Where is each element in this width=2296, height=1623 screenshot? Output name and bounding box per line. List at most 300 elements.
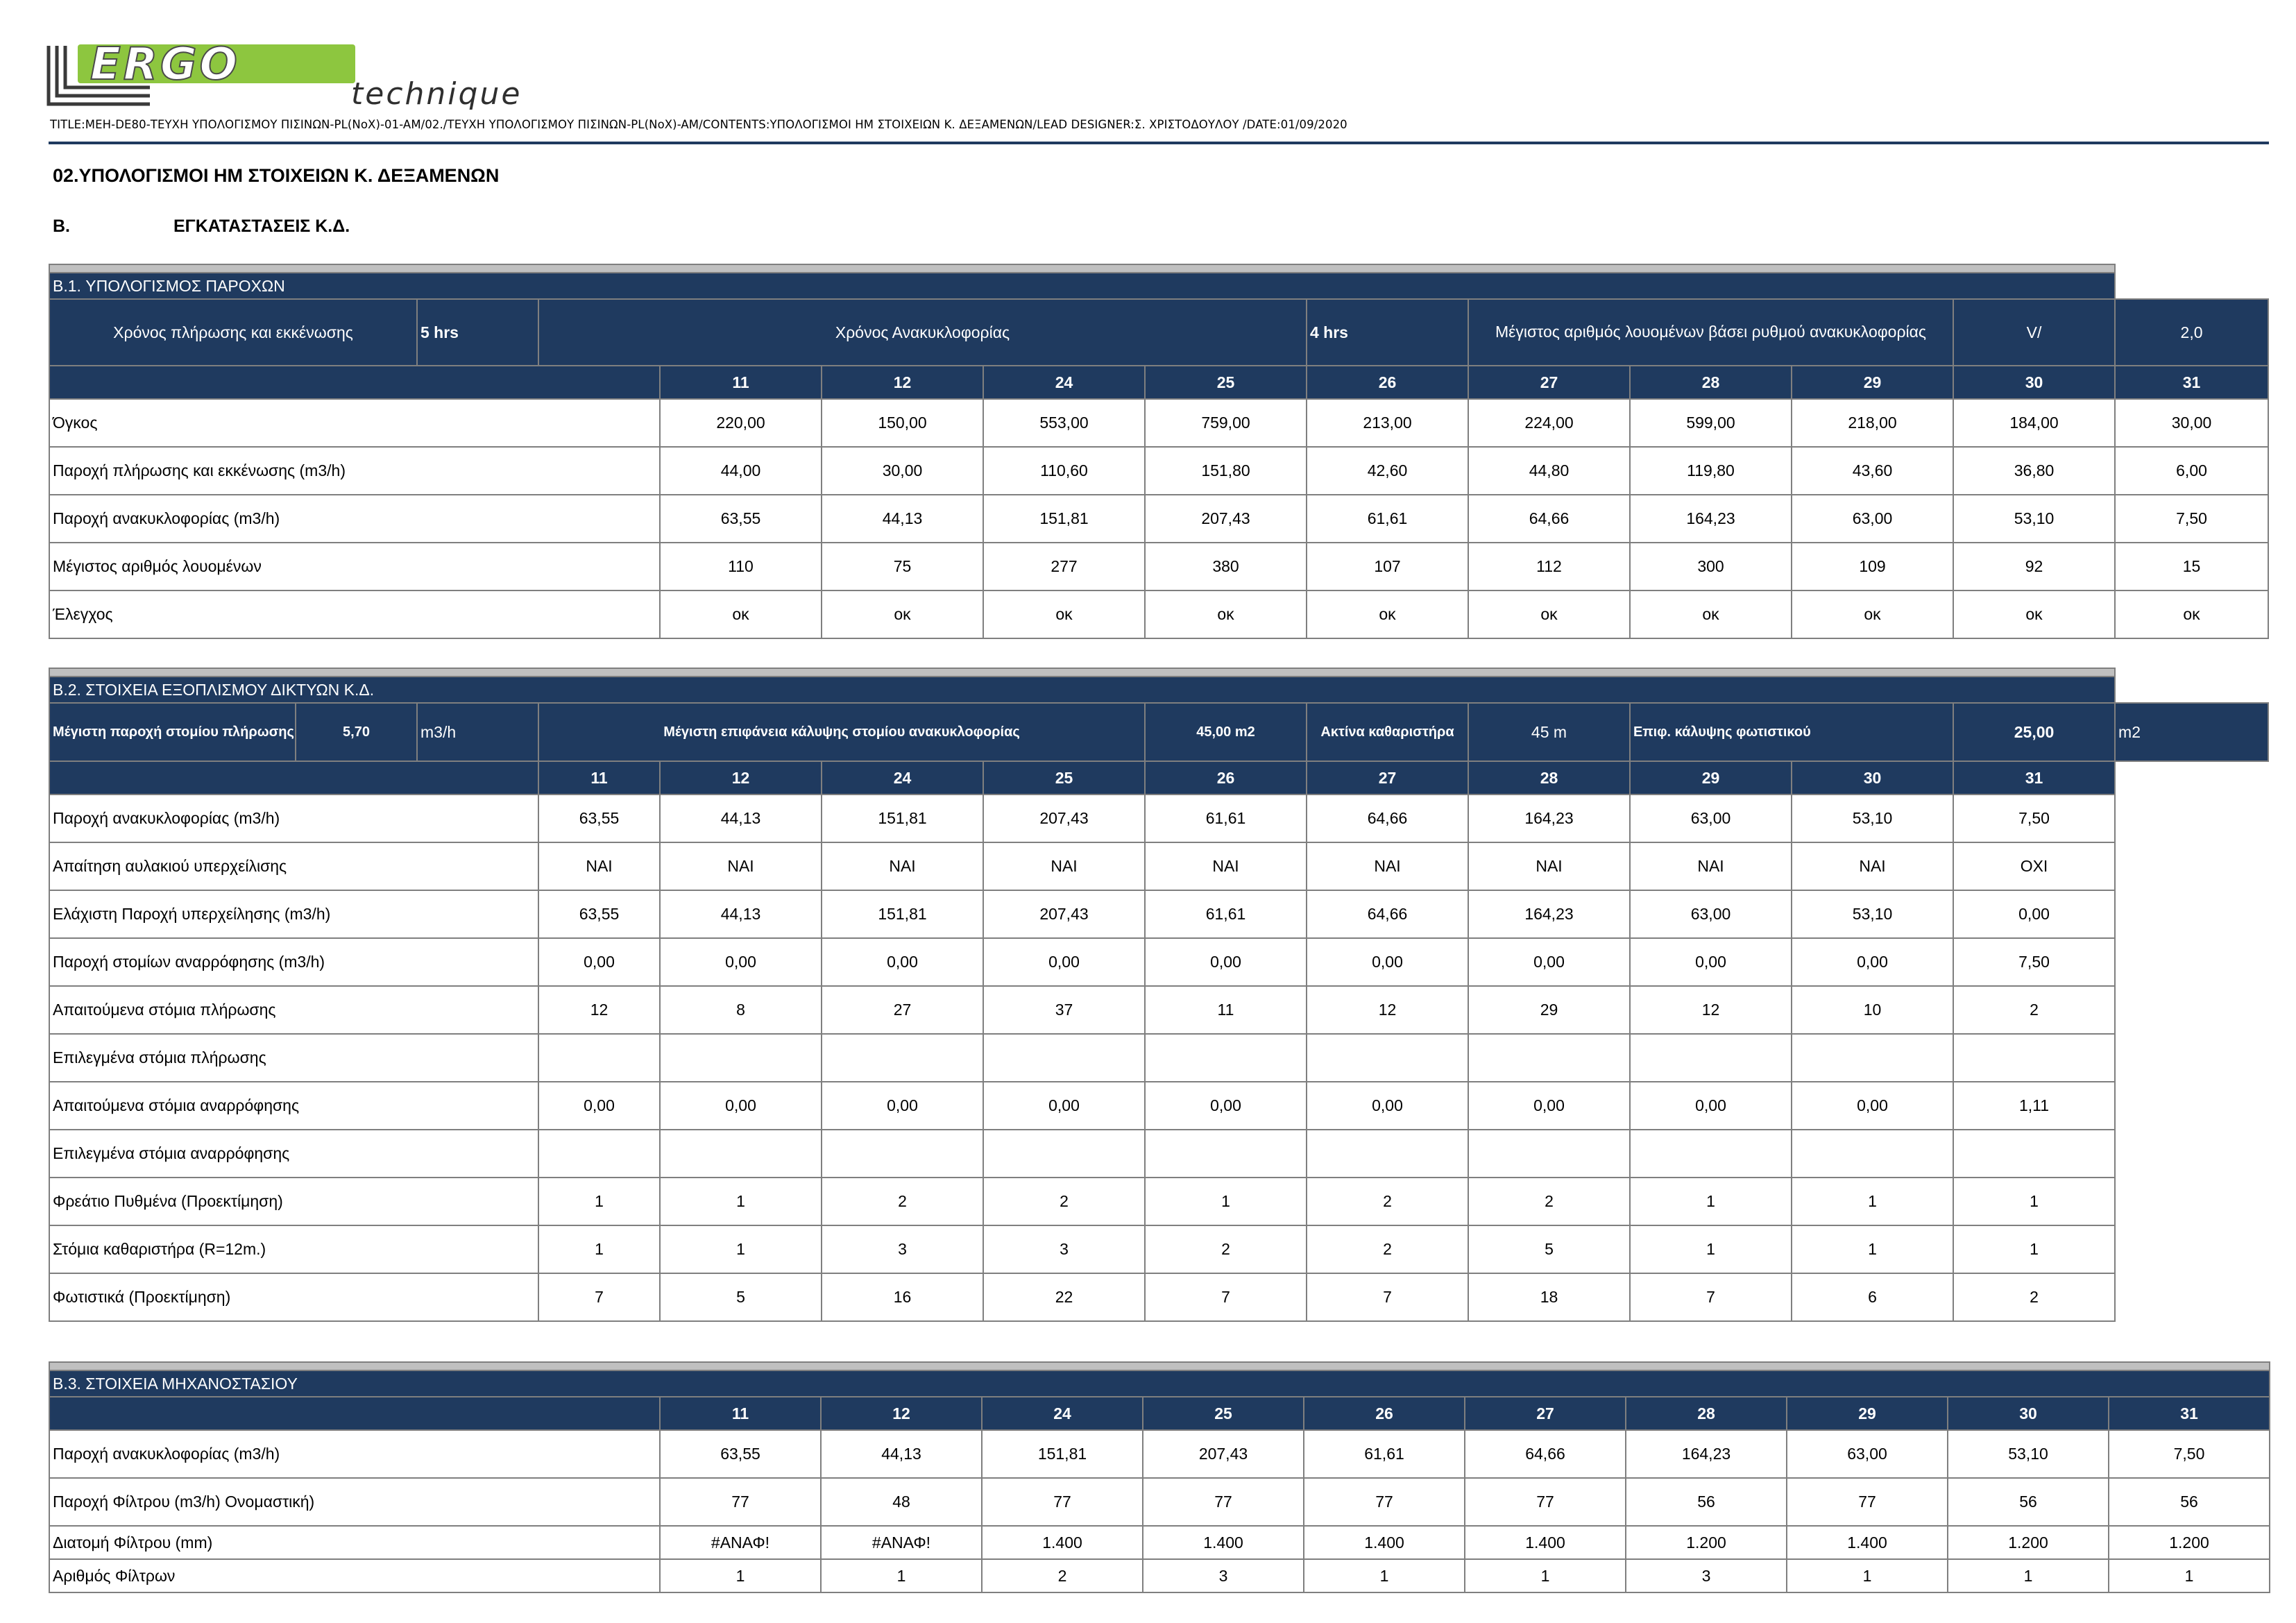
cleaner-radius-label: Ακτίνα καθαριστήρα [1307, 703, 1468, 761]
light-coverage-value: 25,00 [1953, 703, 2115, 761]
table-cell: 207,43 [1143, 1430, 1304, 1478]
table-cell: 75 [822, 543, 983, 590]
table-cell: 30,00 [822, 447, 983, 495]
column-header-tank: 26 [1145, 761, 1307, 794]
table-cell: 61,61 [1304, 1430, 1465, 1478]
light-coverage-unit: m2 [2115, 703, 2268, 761]
table-cell: 77 [1143, 1478, 1304, 1526]
document-meta: TITLE:MEH-DE80-ΤΕΥΧΗ ΥΠΟΛΟΓΙΣΜΟΥ ΠΙΣΙΝΩΝ-PL(NoX)-01-AM/02./ΤΕΥΧΗ ΥΠΟΛΟΓΙΣΜΟΥ ΠΙΣΙΝΩΝ-PL(NoX)-AM/CONTENTS:ΥΠΟΛΟΓΙΣΜΟΙ ΗΜ ΣΤΟΙΧΕΙΩΝ Κ. ΔΕΞΑΜΕΝΩΝ/LEAD DESIGNER:Σ. ΧΡΙΣΤΟΔΟΥΛΟΥ /DATE:01/09/2020 [50, 118, 1347, 131]
table-cell: 30,00 [2115, 399, 2268, 447]
column-header-tank: 29 [1787, 1397, 1948, 1430]
header-divider [49, 142, 2269, 144]
table-cell [660, 1034, 822, 1082]
table-cell: 56 [2109, 1478, 2270, 1526]
table-cell: 64,66 [1307, 890, 1468, 938]
row-label: Όγκος [49, 399, 660, 447]
document-title: 02.ΥΠΟΛΟΓΙΣΜΟΙ ΗΜ ΣΤΟΙΧΕΙΩΝ Κ. ΔΕΞΑΜΕΝΩΝ [53, 165, 500, 186]
table-cell: 18 [1468, 1273, 1630, 1321]
table-cell: 44,13 [821, 1430, 982, 1478]
table-band [49, 1362, 2270, 1370]
table-cell: 64,66 [1465, 1430, 1626, 1478]
v-ratio-value: 2,0 [2115, 299, 2268, 366]
table-cell: 207,43 [1145, 495, 1307, 543]
table-row [49, 1273, 2268, 1321]
table-row [49, 1225, 2268, 1273]
table-cell: 63,00 [1630, 794, 1792, 842]
table-cell [538, 1130, 660, 1178]
row-label: Παροχή ανακυκλοφορίας (m3/h) [49, 1430, 660, 1478]
table-cell: 7 [1145, 1273, 1307, 1321]
table-row [49, 1559, 2270, 1592]
row-label: Απαίτηση αυλακιού υπερχείλισης [49, 842, 538, 890]
table-cell: 2 [983, 1178, 1145, 1225]
table-cell: 0,00 [983, 1082, 1145, 1130]
table-cell: 164,23 [1468, 890, 1630, 938]
table-cell: 0,00 [1145, 938, 1307, 986]
row-label: Φρεάτιο Πυθμένα (Προεκτίμηση) [49, 1178, 538, 1225]
table-cell: 61,61 [1145, 890, 1307, 938]
max-coverage-value: 45,00 m2 [1145, 703, 1307, 761]
table-cell: 759,00 [1145, 399, 1307, 447]
row-label: Παροχή στομίων αναρρόφησης (m3/h) [49, 938, 538, 986]
table-cell: 92 [1953, 543, 2115, 590]
table-cell [1630, 1130, 1792, 1178]
table-row [49, 1478, 2270, 1526]
table-cell: ΝΑΙ [1468, 842, 1630, 890]
table-cell: 2 [822, 1178, 983, 1225]
table-band [49, 668, 2115, 677]
table-cell: 1 [2109, 1559, 2270, 1592]
table-cell: 0,00 [1145, 1082, 1307, 1130]
table-cell: 207,43 [983, 794, 1145, 842]
table-cell: 2 [1468, 1178, 1630, 1225]
table-cell: 8 [660, 986, 822, 1034]
table-cell: 119,80 [1630, 447, 1792, 495]
table-cell: 3 [822, 1225, 983, 1273]
table-cell: 1 [1465, 1559, 1626, 1592]
table-cell [1953, 1130, 2115, 1178]
table-cell: 77 [1304, 1478, 1465, 1526]
row-label: Παροχή πλήρωσης και εκκένωσης (m3/h) [49, 447, 660, 495]
table-cell: ΝΑΙ [983, 842, 1145, 890]
table-cell: 0,00 [538, 1082, 660, 1130]
column-header-tank: 25 [983, 761, 1145, 794]
table-cell [1630, 1034, 1792, 1082]
table-cell: ΝΑΙ [1792, 842, 1953, 890]
table-row [49, 590, 2268, 638]
table-cell: 7 [1307, 1273, 1468, 1321]
table-cell [1468, 1130, 1630, 1178]
table-cell: 380 [1145, 543, 1307, 590]
recirculation-time-value: 4 hrs [1307, 299, 1468, 366]
column-header-tank: 11 [538, 761, 660, 794]
fill-time-value: 5 hrs [417, 299, 538, 366]
table-cell: 63,55 [660, 1430, 821, 1478]
table-cell [822, 1130, 983, 1178]
table-row [49, 1430, 2270, 1478]
column-header-tank: 31 [2109, 1397, 2270, 1430]
table-cell: 2 [1953, 1273, 2115, 1321]
table-row [49, 890, 2268, 938]
table-cell: 1 [1792, 1178, 1953, 1225]
table-cell: #ΑΝΑΦ! [660, 1526, 821, 1559]
table-cell: 599,00 [1630, 399, 1792, 447]
table-cell: 1 [1630, 1178, 1792, 1225]
table-cell [1792, 1130, 1953, 1178]
table-cell: 6 [1792, 1273, 1953, 1321]
table-cell: 164,23 [1626, 1430, 1787, 1478]
table-cell: 213,00 [1307, 399, 1468, 447]
table-cell: 1 [1953, 1225, 2115, 1273]
table-cell: 0,00 [1953, 890, 2115, 938]
table-cell: οκ [822, 590, 983, 638]
table-cell: 12 [1630, 986, 1792, 1034]
row-label: Απαιτούμενα στόμια πλήρωσης [49, 986, 538, 1034]
table-cell: 0,00 [1792, 938, 1953, 986]
table-cell [822, 1034, 983, 1082]
column-header-tank: 25 [1145, 366, 1307, 399]
table-cell: οκ [983, 590, 1145, 638]
column-header-blank [49, 1397, 660, 1430]
table-cell: οκ [1468, 590, 1630, 638]
table-cell: 0,00 [822, 1082, 983, 1130]
table-cell: 0,00 [1307, 1082, 1468, 1130]
table-cell [538, 1034, 660, 1082]
column-header-tank: 28 [1630, 366, 1792, 399]
table-cell: 2 [1953, 986, 2115, 1034]
section-b2-title: B.2. ΣΤΟΙΧΕΙΑ ΕΞΟΠΛΙΣΜΟΥ ΔΙΚΤΥΩΝ Κ.Δ. [49, 677, 2115, 703]
table-cell: 36,80 [1953, 447, 2115, 495]
table-row [49, 794, 2268, 842]
table-cell [1468, 1034, 1630, 1082]
table-cell: οκ [660, 590, 822, 638]
table-cell: 16 [822, 1273, 983, 1321]
section-title: ΕΓΚΑΤΑΣΤΑΣΕΙΣ Κ.Δ. [173, 216, 350, 236]
table-cell: 112 [1468, 543, 1630, 590]
table-row [49, 543, 2268, 590]
max-bathers-label: Μέγιστος αριθμός λουομένων βάσει ρυθμού ανακυκλοφορίας [1468, 299, 1953, 366]
table-cell: 64,66 [1468, 495, 1630, 543]
column-header-tank: 27 [1465, 1397, 1626, 1430]
table-cell: 6,00 [2115, 447, 2268, 495]
table-cell: 7 [538, 1273, 660, 1321]
table-row [49, 1082, 2268, 1130]
table-cell: 53,10 [1792, 794, 1953, 842]
table-cell: 48 [821, 1478, 982, 1526]
table-cell: 2 [1145, 1225, 1307, 1273]
table-cell: 1 [821, 1559, 982, 1592]
table-cell: 42,60 [1307, 447, 1468, 495]
table-cell: 3 [1626, 1559, 1787, 1592]
table-row [49, 1526, 2270, 1559]
table-cell: 1.400 [1787, 1526, 1948, 1559]
table-cell: 7,50 [2115, 495, 2268, 543]
table-cell: 110 [660, 543, 822, 590]
table-cell: 151,80 [1145, 447, 1307, 495]
table-cell: 1.200 [1626, 1526, 1787, 1559]
table-cell: 1,11 [1953, 1082, 2115, 1130]
column-header-tank: 31 [1953, 761, 2115, 794]
table-cell: 53,10 [1953, 495, 2115, 543]
column-header-tank: 11 [660, 366, 822, 399]
table-cell: 0,00 [538, 938, 660, 986]
table-cell: 218,00 [1792, 399, 1953, 447]
table-cell: 2 [1307, 1225, 1468, 1273]
row-label: Μέγιστος αριθμός λουομένων [49, 543, 660, 590]
table-cell: 29 [1468, 986, 1630, 1034]
table-cell: οκ [1630, 590, 1792, 638]
table-cell [1307, 1034, 1468, 1082]
table-cell: 77 [1465, 1478, 1626, 1526]
table-cell: ΝΑΙ [1145, 842, 1307, 890]
column-header-tank: 31 [2115, 366, 2268, 399]
table-cell: 61,61 [1145, 794, 1307, 842]
table-cell: 150,00 [822, 399, 983, 447]
column-header-tank: 24 [822, 761, 983, 794]
cleaner-radius-value: 45 m [1468, 703, 1630, 761]
column-header-tank: 30 [1792, 761, 1953, 794]
row-label: Φωτιστικά (Προεκτίμηση) [49, 1273, 538, 1321]
column-header-tank: 27 [1307, 761, 1468, 794]
row-label: Επιλεγμένα στόμια αναρρόφησης [49, 1130, 538, 1178]
column-header-tank: 24 [983, 366, 1145, 399]
table-cell: 1.200 [2109, 1526, 2270, 1559]
logo-main-text: ERGO [90, 40, 240, 90]
table-cell: 63,55 [660, 495, 822, 543]
table-cell: 27 [822, 986, 983, 1034]
table-cell: 12 [538, 986, 660, 1034]
table-cell: 63,00 [1630, 890, 1792, 938]
table-cell [983, 1034, 1145, 1082]
table-cell: 15 [2115, 543, 2268, 590]
table-cell: 1 [538, 1178, 660, 1225]
table-cell: 553,00 [983, 399, 1145, 447]
table-cell: οκ [1307, 590, 1468, 638]
table-cell: οκ [1792, 590, 1953, 638]
section-b1-title: B.1. ΥΠΟΛΟΓΙΣΜΟΣ ΠΑΡΟΧΩΝ [49, 273, 2115, 299]
table-cell: 207,43 [983, 890, 1145, 938]
column-header-tank: 30 [1953, 366, 2115, 399]
table-cell: ΟΧΙ [1953, 842, 2115, 890]
table-cell: 1 [1948, 1559, 2109, 1592]
table-cell: ΝΑΙ [660, 842, 822, 890]
table-cell: 22 [983, 1273, 1145, 1321]
table-cell: 44,13 [660, 794, 822, 842]
table-cell: 64,66 [1307, 794, 1468, 842]
table-cell: 63,00 [1792, 495, 1953, 543]
table-cell: 3 [983, 1225, 1145, 1273]
table-cell: οκ [1953, 590, 2115, 638]
column-header-tank: 29 [1630, 761, 1792, 794]
ergo-technique-logo [46, 40, 615, 110]
table-cell [1307, 1130, 1468, 1178]
table-cell: 77 [660, 1478, 821, 1526]
table-cell: 12 [1307, 986, 1468, 1034]
recirculation-time-label: Χρόνος Ανακυκλοφορίας [538, 299, 1307, 366]
table-b1-flow-calculation [49, 264, 2269, 639]
row-label: Παροχή ανακυκλοφορίας (m3/h) [49, 495, 660, 543]
table-cell: 184,00 [1953, 399, 2115, 447]
table-cell [660, 1130, 822, 1178]
table-cell: 1 [660, 1225, 822, 1273]
table-cell: 0,00 [1630, 938, 1792, 986]
table-cell: 77 [982, 1478, 1143, 1526]
table-cell: 61,61 [1307, 495, 1468, 543]
table-cell: 5 [1468, 1225, 1630, 1273]
table-cell [983, 1130, 1145, 1178]
row-label: Στόμια καθαριστήρα (R=12m.) [49, 1225, 538, 1273]
table-cell: οκ [2115, 590, 2268, 638]
table-cell: 107 [1307, 543, 1468, 590]
table-band [49, 264, 2115, 273]
table-cell: 0,00 [983, 938, 1145, 986]
table-cell: 5 [660, 1273, 822, 1321]
table-cell: 0,00 [822, 938, 983, 986]
table-cell: 63,55 [538, 794, 660, 842]
table-cell: 0,00 [1468, 1082, 1630, 1130]
row-label: Παροχή Φίλτρου (m3/h) Ονομαστική) [49, 1478, 660, 1526]
light-coverage-label: Επιφ. κάλυψης φωτιστικού [1630, 703, 1953, 761]
table-cell: 1 [1630, 1225, 1792, 1273]
table-cell: 1.400 [1465, 1526, 1626, 1559]
table-cell: 3 [1143, 1559, 1304, 1592]
max-inlet-flow-label: Μέγιστη παροχή στομίου πλήρωσης [49, 703, 296, 761]
table-cell: 10 [1792, 986, 1953, 1034]
table-cell: 0,00 [1468, 938, 1630, 986]
table-cell: 277 [983, 543, 1145, 590]
table-cell: 77 [1787, 1478, 1948, 1526]
table-cell: ΝΑΙ [1630, 842, 1792, 890]
table-cell: 1 [538, 1225, 660, 1273]
column-header-tank: 29 [1792, 366, 1953, 399]
table-cell: 164,23 [1630, 495, 1792, 543]
table-cell: 43,60 [1792, 447, 1953, 495]
column-header-tank: 12 [822, 366, 983, 399]
table-cell: 7 [1630, 1273, 1792, 1321]
column-header-tank: 26 [1304, 1397, 1465, 1430]
table-cell: 300 [1630, 543, 1792, 590]
table-cell: ΝΑΙ [822, 842, 983, 890]
max-inlet-flow-unit: m3/h [417, 703, 538, 761]
column-header-blank [49, 366, 660, 399]
column-header-tank: 30 [1948, 1397, 2109, 1430]
table-row [49, 1130, 2268, 1178]
table-cell: 7,50 [1953, 938, 2115, 986]
table-cell: #ΑΝΑΦ! [821, 1526, 982, 1559]
max-coverage-label: Μέγιστη επιφάνεια κάλυψης στομίου ανακυκλοφορίας [538, 703, 1145, 761]
table-cell: 53,10 [1948, 1430, 2109, 1478]
column-header-tank: 11 [660, 1397, 821, 1430]
table-row [49, 495, 2268, 543]
table-cell: 44,80 [1468, 447, 1630, 495]
row-label: Απαιτούμενα στόμια αναρρόφησης [49, 1082, 538, 1130]
row-label: Έλεγχος [49, 590, 660, 638]
column-header-tank: 27 [1468, 366, 1630, 399]
table-cell: 1 [1304, 1559, 1465, 1592]
table-cell [1145, 1034, 1307, 1082]
table-cell: 44,00 [660, 447, 822, 495]
table-cell: 1.400 [1304, 1526, 1465, 1559]
v-ratio-label: V/ [1953, 299, 2115, 366]
table-cell: 1.200 [1948, 1526, 2109, 1559]
table-cell: 109 [1792, 543, 1953, 590]
table-cell: 0,00 [1792, 1082, 1953, 1130]
table-cell: 1 [660, 1178, 822, 1225]
table-row [49, 842, 2268, 890]
logo-sub-text: technique [351, 76, 522, 110]
fill-time-label: Χρόνος πλήρωσης και εκκένωσης [49, 299, 417, 366]
table-b2-network-equipment [49, 668, 2269, 1322]
table-cell: 56 [1626, 1478, 1787, 1526]
table-cell: 1 [1953, 1178, 2115, 1225]
table-cell [1792, 1034, 1953, 1082]
column-header-tank: 28 [1626, 1397, 1787, 1430]
table-cell: 2 [982, 1559, 1143, 1592]
row-label: Ελάχιστη Παροχή υπερχείλησης (m3/h) [49, 890, 538, 938]
table-row [49, 447, 2268, 495]
column-header-tank: 25 [1143, 1397, 1304, 1430]
table-cell: 37 [983, 986, 1145, 1034]
table-cell [1145, 1130, 1307, 1178]
table-cell: 11 [1145, 986, 1307, 1034]
table-cell: 1 [1145, 1178, 1307, 1225]
column-header-tank: 12 [660, 761, 822, 794]
table-row [49, 938, 2268, 986]
table-cell: 44,13 [660, 890, 822, 938]
table-cell: 2 [1307, 1178, 1468, 1225]
table-cell: 1 [1787, 1559, 1948, 1592]
table-cell: 0,00 [1307, 938, 1468, 986]
table-row [49, 986, 2268, 1034]
section-letter: B. [53, 216, 70, 236]
table-cell: 1.400 [1143, 1526, 1304, 1559]
table-cell: ΝΑΙ [538, 842, 660, 890]
table-cell: 0,00 [660, 938, 822, 986]
max-inlet-flow-value: 5,70 [296, 703, 417, 761]
table-cell: 56 [1948, 1478, 2109, 1526]
table-cell: 220,00 [660, 399, 822, 447]
table-cell: 7,50 [2109, 1430, 2270, 1478]
table-cell: 63,55 [538, 890, 660, 938]
table-row [49, 399, 2268, 447]
row-label: Επιλεγμένα στόμια πλήρωσης [49, 1034, 538, 1082]
table-cell [1953, 1034, 2115, 1082]
row-label: Αριθμός Φίλτρων [49, 1559, 660, 1592]
table-cell: 151,81 [982, 1430, 1143, 1478]
table-cell: 1.400 [982, 1526, 1143, 1559]
column-header-tank: 26 [1307, 366, 1468, 399]
row-label: Διατομή Φίλτρου (mm) [49, 1526, 660, 1559]
table-cell: 53,10 [1792, 890, 1953, 938]
column-header-tank: 24 [982, 1397, 1143, 1430]
table-cell: ΝΑΙ [1307, 842, 1468, 890]
table-cell: 164,23 [1468, 794, 1630, 842]
table-cell: 151,81 [822, 890, 983, 938]
table-cell: 63,00 [1787, 1430, 1948, 1478]
section-b3-title: B.3. ΣΤΟΙΧΕΙΑ ΜΗΧΑΝΟΣΤΑΣΙΟΥ [49, 1370, 2270, 1397]
table-cell: 44,13 [822, 495, 983, 543]
table-cell: 0,00 [1630, 1082, 1792, 1130]
table-cell: 7,50 [1953, 794, 2115, 842]
table-cell: 224,00 [1468, 399, 1630, 447]
table-cell: οκ [1145, 590, 1307, 638]
table-cell: 151,81 [822, 794, 983, 842]
column-header-tank: 12 [821, 1397, 982, 1430]
column-header-blank [49, 761, 538, 794]
table-cell: 151,81 [983, 495, 1145, 543]
row-label: Παροχή ανακυκλοφορίας (m3/h) [49, 794, 538, 842]
table-row [49, 1178, 2268, 1225]
